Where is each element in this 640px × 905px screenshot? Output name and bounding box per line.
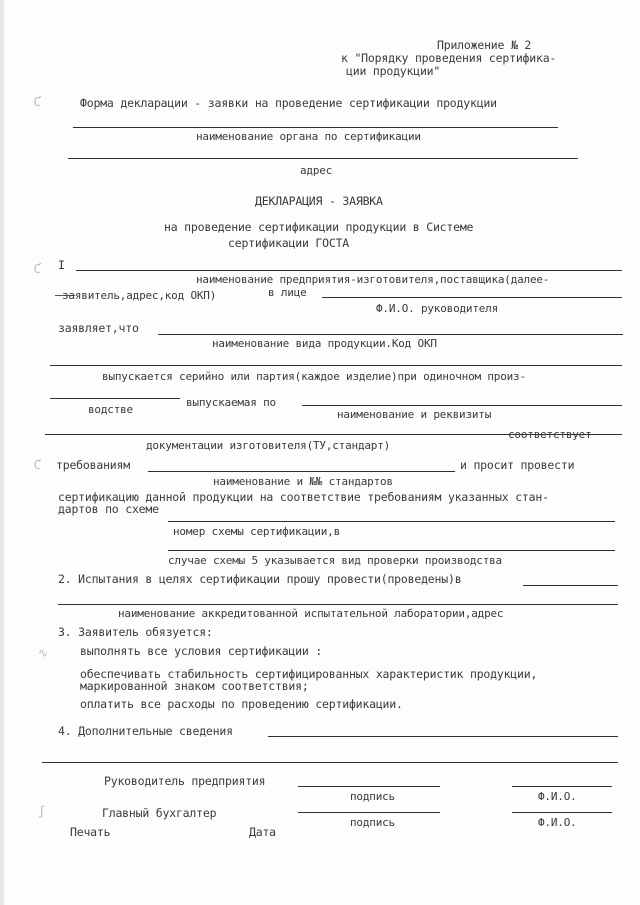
date-label: Дата (249, 825, 276, 839)
accountant-signature-label: Главный бухгалтер (102, 806, 217, 820)
margin-mark: ∿ (38, 646, 48, 660)
item-3-heading: 3. Заявитель обязуется: (58, 625, 213, 639)
declaration-subtitle: на проведение сертификации продукции в Системе (164, 220, 474, 234)
accountant-fio-caption: Ф.И.О. (538, 816, 577, 829)
obligation-stability-cont: маркированной знаком соответствия; (80, 679, 309, 693)
declaration-title: ДЕКЛАРАЦИЯ - ЗАЯВКА (255, 194, 383, 208)
certification-text: сертификацию данной продукции на соответствие требованиям указанных стан- (58, 490, 549, 504)
item-2-text: 2. Испытания в целях сертификации прошу провести(проведены)в (58, 572, 462, 586)
margin-mark: Ƈ (34, 458, 42, 472)
accountant-signature-caption: подпись (350, 816, 395, 829)
item-4-label: 4. Дополнительные сведения (58, 724, 233, 738)
accountant-fio-line[interactable] (512, 812, 612, 813)
item-1-number: I (58, 258, 65, 272)
released-by-label: выпускаемая по (186, 396, 276, 409)
page-edge (0, 0, 4, 905)
organ-caption: наименование органа по сертификации (196, 130, 421, 143)
scheme5-caption: случае схемы 5 указывается вид проверки производства (168, 554, 502, 567)
address-line[interactable] (68, 158, 578, 159)
appendix-number: Приложение № 2 (437, 38, 532, 52)
organ-line[interactable] (73, 127, 558, 128)
product-caption: наименование вида продукции.Код ОКП (212, 337, 437, 350)
appendix-reference-cont: ции продукции" (346, 64, 441, 78)
obligation-stability: обеспечивать стабильность сертифицированных характеристик продукции, (80, 667, 538, 681)
requirements-label: требованиям (56, 458, 130, 472)
appendix-reference: к "Порядку проведения сертифика- (341, 51, 557, 65)
obligation-payment: оплатить все расходы по проведению сертификации. (80, 697, 403, 711)
margin-mark: Ƈ (34, 262, 42, 276)
docs-caption: документации изготовителя(ТУ,стандарт) (146, 439, 391, 452)
obligation-conditions: выполнять все условия сертификации : (80, 644, 323, 658)
stamp-label: Печать (70, 825, 111, 839)
head-signature-label: Руководитель предприятия (104, 774, 266, 788)
production-mode-line[interactable] (50, 365, 622, 366)
form-title: Форма декларации - заявки на проведение сертификации продукции (80, 96, 497, 110)
margin-mark: Ƈ (34, 95, 42, 109)
lab-caption: наименование аккредитованной испытательной лаборатории,адрес (118, 607, 504, 620)
scheme-detail-line[interactable] (168, 550, 615, 551)
margin-mark: ʃ (38, 804, 46, 818)
applicant-caption: наименование предприятия-изготовителя,поставщика(далее- (196, 273, 550, 286)
serial-caption-cont: водстве (88, 403, 133, 416)
scheme-caption: номер схемы сертификации,в (173, 525, 340, 538)
serial-caption: выпускается серийно или партия(каждое изделие)при одиночном произ- (102, 370, 526, 383)
head-fio-caption: Ф.И.О. руководителя (376, 302, 499, 315)
standards-caption: наименование и №№ стандартов (213, 475, 393, 488)
scheme-line[interactable] (168, 521, 615, 522)
standards-line[interactable] (148, 471, 455, 472)
declares-label: заявляет,что (58, 321, 139, 335)
lab-line[interactable] (58, 604, 618, 605)
lab-inline-line[interactable] (523, 585, 618, 586)
production-mode-line-2[interactable] (50, 398, 180, 399)
requisites-caption: наименование и реквизиты (337, 408, 492, 421)
requisites-line[interactable] (302, 405, 622, 406)
head-fio-caption: Ф.И.О. (538, 790, 577, 803)
accountant-signature-line[interactable] (298, 812, 440, 813)
head-fio-line[interactable] (512, 786, 612, 787)
applicant-caption-cont: заявитель,адрес,код ОКП) (62, 289, 217, 302)
additional-info-line-2[interactable] (42, 762, 618, 763)
complies-label: соответствует (508, 428, 592, 441)
applicant-line[interactable] (76, 270, 622, 271)
declaration-subtitle-cont: сертификации ГОСТА (228, 236, 350, 250)
asks-label: и просит провести (460, 458, 575, 472)
head-signature-line[interactable] (298, 786, 440, 787)
address-caption: адрес (300, 164, 333, 177)
head-signature-caption: подпись (350, 790, 395, 803)
in-person-label: в лице (268, 286, 307, 299)
additional-info-line[interactable] (268, 736, 618, 737)
certification-text-cont: дартов по схеме (58, 502, 159, 516)
product-line[interactable] (158, 334, 623, 335)
head-name-line[interactable] (322, 297, 622, 298)
